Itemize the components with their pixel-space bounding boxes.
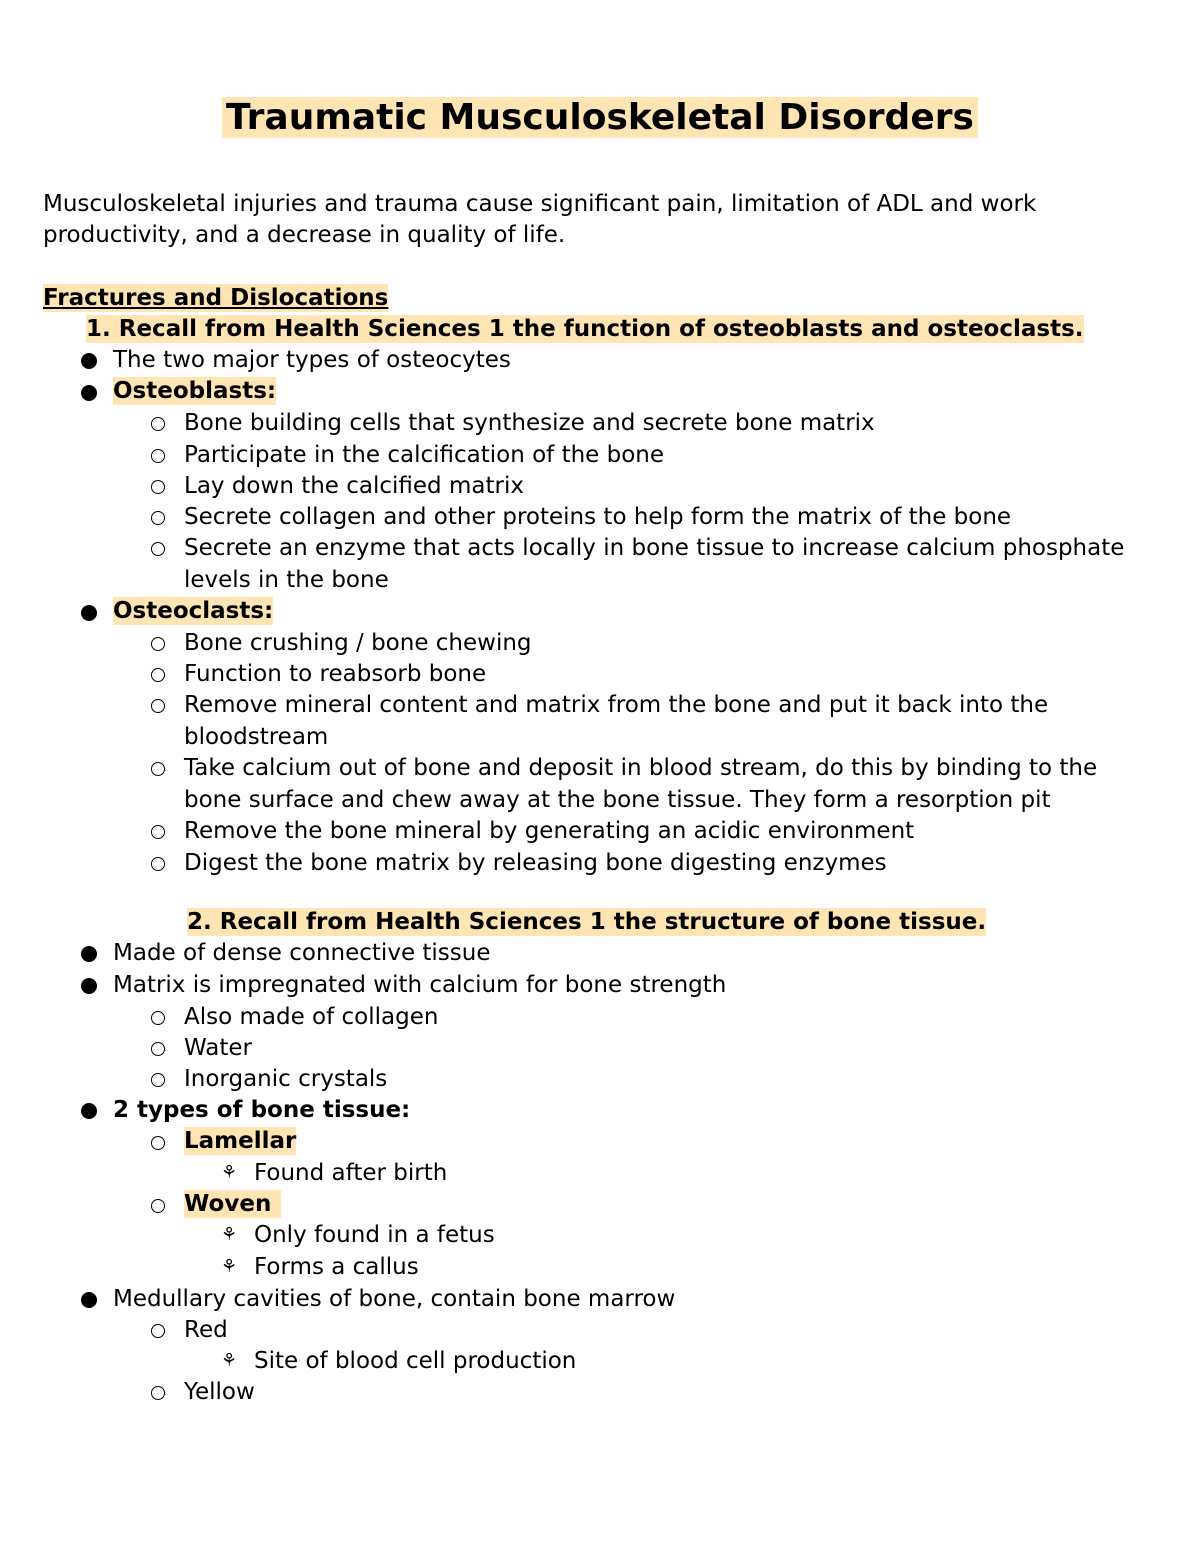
- bullet-dot: [81, 385, 97, 401]
- bullet-dot: [81, 1103, 97, 1119]
- lamellar-label: Lamellar: [184, 1128, 297, 1154]
- list-item: Bone crushing / bone chewing: [184, 630, 532, 656]
- intro-line-1: Musculoskeletal injuries and trauma cause significant pain, limitation of ADL and work: [43, 191, 1037, 217]
- list-item: Water: [184, 1035, 252, 1061]
- bullet-circle: [151, 637, 165, 651]
- list-item: Remove mineral content and matrix from the bone and put it back into the: [184, 692, 1049, 718]
- intro-line-2: productivity, and a decrease in quality of life.: [43, 222, 566, 248]
- bullet-circle: [151, 1011, 165, 1025]
- bullet-circle: [151, 668, 165, 682]
- bullet-circle: [151, 1324, 165, 1338]
- bullet-circle: [151, 480, 165, 494]
- list-item: Only found in a fetus: [254, 1222, 495, 1248]
- bullet-dot: [81, 978, 97, 994]
- question-1: 1. Recall from Health Sciences 1 the function of osteoblasts and osteoclasts.: [86, 316, 1084, 342]
- bullet-circle: [151, 762, 165, 776]
- woven-label: Woven: [184, 1190, 281, 1218]
- osteoblasts-label: Osteoblasts:: [113, 378, 277, 404]
- list-item: Found after birth: [254, 1160, 448, 1186]
- bullet-circle: [151, 417, 165, 431]
- flower-bullet-icon: ⚘: [221, 1256, 238, 1277]
- bullet-dot: [81, 353, 97, 369]
- bullet-circle: [151, 699, 165, 713]
- bullet-circle: [151, 825, 165, 839]
- question-2: 2. Recall from Health Sciences 1 the structure of bone tissue.: [187, 909, 987, 935]
- list-item: Inorganic crystals: [184, 1066, 388, 1092]
- list-item: Remove the bone mineral by generating an acidic environment: [184, 818, 915, 844]
- bullet-circle: [151, 511, 165, 525]
- list-item-continuation: bloodstream: [184, 724, 329, 750]
- list-item: Lay down the calcified matrix: [184, 473, 524, 499]
- list-item: Participate in the calcification of the bone: [184, 442, 665, 468]
- bullet-dot: [81, 946, 97, 962]
- list-item: Made of dense connective tissue: [113, 940, 491, 966]
- list-item: Bone building cells that synthesize and secrete bone matrix: [184, 410, 875, 436]
- list-item: Function to reabsorb bone: [184, 661, 487, 687]
- list-item: Secrete an enzyme that acts locally in bone tissue to increase calcium phosphate: [184, 535, 1125, 561]
- list-item: The two major types of osteocytes: [113, 347, 511, 373]
- bullet-circle: [151, 1199, 165, 1213]
- list-item: Medullary cavities of bone, contain bone marrow: [113, 1286, 676, 1312]
- bullet-dot: [81, 1292, 97, 1308]
- section-heading: Fractures and Dislocations: [43, 285, 389, 311]
- bullet-circle: [151, 857, 165, 871]
- list-item: Secrete collagen and other proteins to help form the matrix of the bone: [184, 504, 1012, 530]
- list-item: Take calcium out of bone and deposit in blood stream, do this by binding to the: [184, 755, 1098, 781]
- list-item: Matrix is impregnated with calcium for bone strength: [113, 972, 727, 998]
- list-item: Yellow: [184, 1379, 255, 1405]
- list-item: Digest the bone matrix by releasing bone digesting enzymes: [184, 850, 887, 876]
- bullet-circle: [151, 449, 165, 463]
- flower-bullet-icon: ⚘: [221, 1162, 238, 1183]
- document-title-wrap: [0, 96, 1200, 140]
- bullet-circle: [151, 542, 165, 556]
- bullet-circle: [151, 1073, 165, 1087]
- bullet-circle: [151, 1042, 165, 1056]
- bullet-dot: [81, 605, 97, 621]
- list-item-continuation: levels in the bone: [184, 567, 389, 593]
- flower-bullet-icon: ⚘: [221, 1350, 238, 1371]
- list-item: Site of blood cell production: [254, 1348, 577, 1374]
- osteoclasts-label: Osteoclasts:: [113, 598, 274, 624]
- bone-types-label: 2 types of bone tissue:: [113, 1097, 411, 1123]
- document-title: Traumatic Musculoskeletal Disorders: [222, 97, 978, 138]
- bullet-circle: [151, 1136, 165, 1150]
- list-item: Forms a callus: [254, 1254, 419, 1280]
- list-item: Also made of collagen: [184, 1004, 439, 1030]
- bullet-circle: [151, 1386, 165, 1400]
- flower-bullet-icon: ⚘: [221, 1224, 238, 1245]
- list-item-continuation: bone surface and chew away at the bone tissue. They form a resorption pit: [184, 787, 1051, 813]
- list-item: Red: [184, 1317, 228, 1343]
